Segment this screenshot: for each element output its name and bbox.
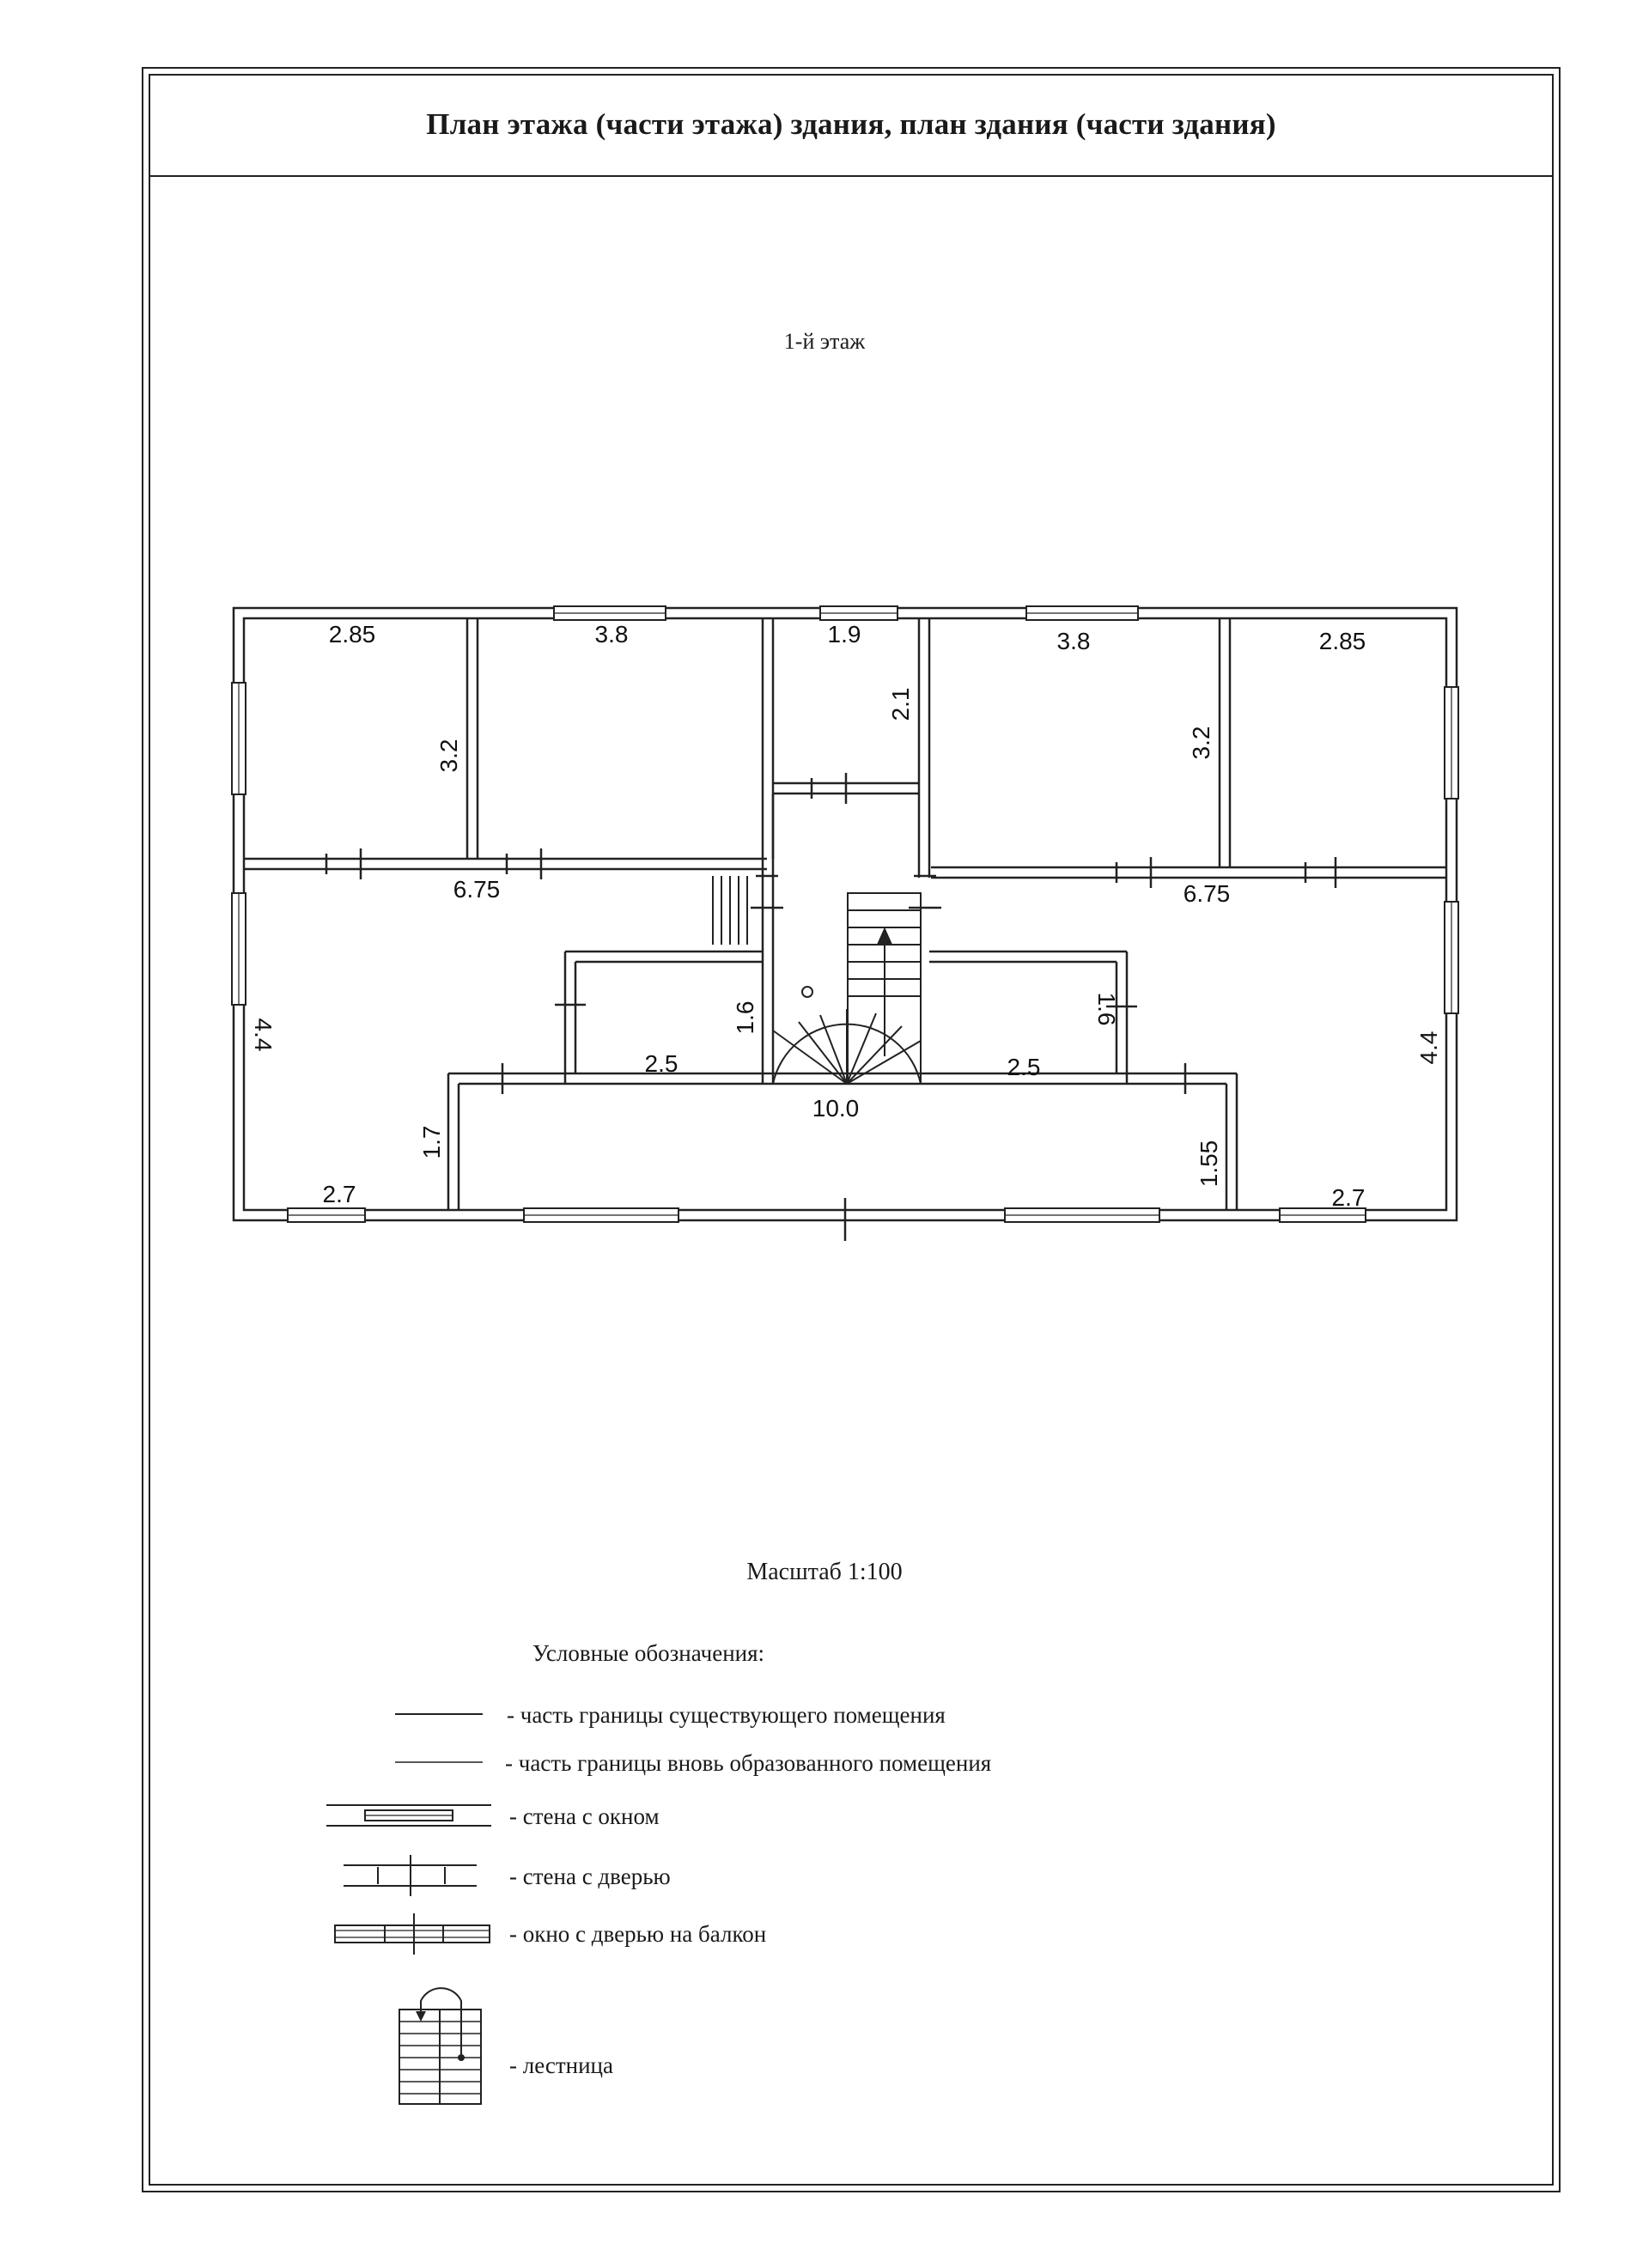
legend-label: - стена с окном	[509, 1803, 660, 1829]
dim-left-hall-height: 4.4	[250, 1018, 277, 1052]
dim-room3-width: 3.8	[1056, 628, 1091, 654]
legend-label: - стена с дверью	[509, 1864, 671, 1889]
legend-label: - часть границы существующего помещения	[507, 1702, 946, 1728]
dim-terrace-left-height: 1.7	[418, 1125, 445, 1159]
wall-left-hall-top	[244, 859, 767, 869]
dim-left-small-height: 1.6	[732, 1000, 758, 1035]
thin-line-icon	[326, 1693, 490, 1745]
wall-terrace-right	[1226, 1073, 1237, 1210]
dim-corridor-height: 2.1	[887, 687, 914, 721]
dim-left-small-width: 2.5	[644, 1050, 678, 1077]
dim-room2-width: 3.8	[594, 621, 629, 648]
dim-bottom-right-width: 2.7	[1331, 1184, 1366, 1211]
wall-room3-room4	[1220, 618, 1230, 867]
dim-corridor-width: 1.9	[827, 621, 861, 648]
scale-label: Масштаб 1:100	[746, 1559, 903, 1585]
wall-right-hall-top	[931, 867, 1446, 878]
balcony-door-icon	[326, 1913, 498, 1965]
left-stair-hatch	[713, 876, 747, 945]
legend-label: - часть границы вновь образованного помещения	[505, 1750, 992, 1776]
dim-bottom-left-width: 2.7	[322, 1181, 356, 1207]
dim-room4-width: 2.85	[1318, 628, 1366, 654]
dim-right-hall-width: 6.75	[1183, 880, 1231, 907]
dim-right-small-width: 2.5	[1007, 1054, 1041, 1080]
legend-label: - лестница	[509, 2052, 613, 2078]
wall-terrace-left	[448, 1073, 459, 1210]
wall-room1-room2	[467, 618, 478, 859]
wall-stair-left	[763, 793, 773, 1084]
outer-wall-outer	[234, 608, 1457, 1220]
thin-line-icon	[326, 1742, 490, 1793]
dim-right-small-height: 1.6	[1093, 992, 1120, 1026]
legend-title: Условные обозначения:	[532, 1640, 765, 1666]
dim-room2-height: 3.2	[435, 739, 462, 773]
dim-terrace-width: 10.0	[812, 1095, 860, 1122]
dim-room1-width: 2.85	[328, 621, 376, 648]
dim-right-hall-height: 4.4	[1415, 1031, 1442, 1065]
staircase	[773, 893, 921, 1084]
dim-terrace-right-height: 1.55	[1196, 1140, 1222, 1188]
wall-corridor-room3	[919, 618, 929, 878]
dim-left-hall-width: 6.75	[453, 876, 501, 903]
page-title: План этажа (части этажа) здания, план здания (части здания)	[426, 107, 1276, 141]
wall-window-icon	[326, 1797, 498, 1848]
wall-room2-corridor	[763, 618, 773, 859]
wall-door-icon	[326, 1855, 498, 1906]
dim-room3-height: 3.2	[1188, 726, 1214, 760]
floor-label: 1-й этаж	[783, 329, 866, 354]
staircase-icon	[326, 1975, 498, 2113]
legend-label: - окно с дверью на балкон	[509, 1921, 767, 1947]
